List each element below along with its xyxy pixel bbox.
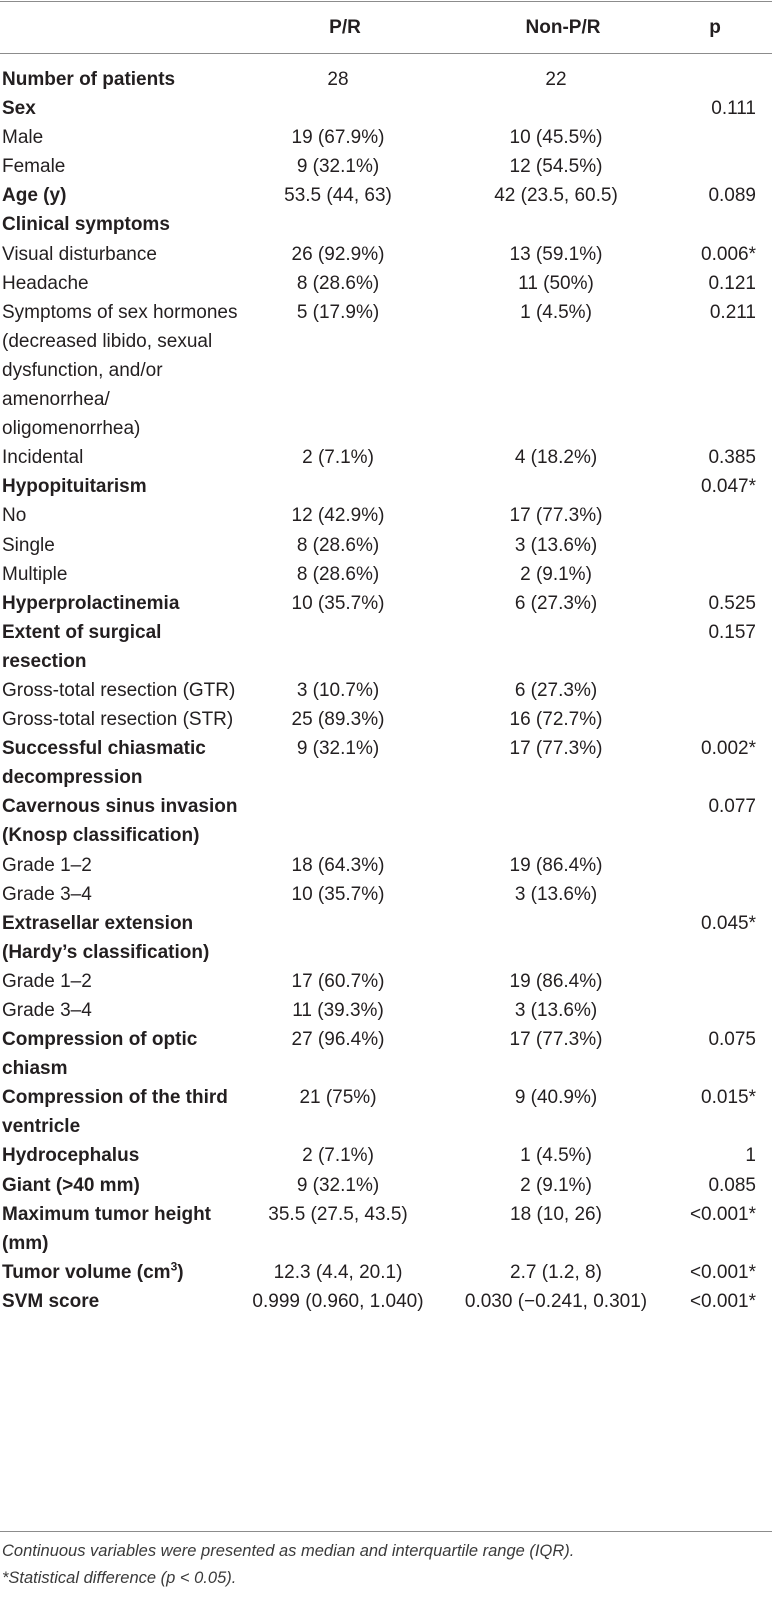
cell-non-pr: 3 (13.6%): [514, 534, 598, 556]
cell-pr: 11 (39.3%): [292, 1000, 384, 1021]
cell-pr: 10 (35.7%): [291, 592, 385, 614]
row-label: Extent of surgical resection: [2, 621, 162, 672]
cell-p-value: [674, 996, 762, 1025]
cell-pr: [238, 618, 438, 676]
table-row: [0, 531, 772, 560]
cell-pr: 8 (28.6%): [296, 534, 380, 556]
table-row: [0, 909, 772, 967]
row-label: Successful chiasmatic decompression: [2, 738, 206, 789]
table-row: [0, 1200, 772, 1258]
table-row: [0, 589, 772, 618]
table-row: [0, 1025, 772, 1083]
cell-pr: 9 (32.1%): [296, 1174, 380, 1196]
row-label: Headache: [2, 272, 89, 294]
table-row: [0, 967, 772, 996]
table-row: [0, 443, 772, 472]
row-label: Gross-total resection (GTR): [2, 679, 236, 701]
cell-p-value: 1: [745, 1145, 756, 1167]
cell-p-value: 0.075: [708, 1029, 756, 1051]
table-row: [0, 298, 772, 443]
cell-p-value: 0.006*: [701, 243, 756, 265]
cell-p-value: 0.111: [711, 98, 756, 120]
cell-non-pr: 6 (27.3%): [514, 592, 598, 614]
footnote-iqr: Continuous variables were presented as median and interquartile range (IQR).: [2, 1542, 575, 1560]
cell-pr: 21 (75%): [299, 1087, 377, 1109]
cell-pr: [238, 210, 438, 239]
table-row: [0, 94, 772, 123]
cell-non-pr: [438, 472, 674, 501]
cell-non-pr: 1 (4.5%): [520, 1145, 592, 1167]
cell-non-pr: 19 (86.4%): [509, 970, 603, 992]
table-row: [0, 240, 772, 269]
cell-pr: 19 (67.9%): [291, 127, 385, 149]
row-label: Giant (>40 mm): [2, 1174, 140, 1196]
cell-pr: 2 (7.1%): [302, 1145, 374, 1167]
cell-p-value: 0.085: [708, 1174, 756, 1196]
cell-non-pr: 10 (45.5%): [509, 127, 603, 149]
row-label: Cavernous sinus invasion (Knosp classification): [2, 796, 238, 847]
row-label: Compression of the third ventricle: [2, 1087, 228, 1138]
cell-pr: [238, 792, 438, 850]
cell-non-pr: 13 (59.1%): [509, 243, 603, 265]
cell-p-value: 0.121: [708, 272, 756, 294]
table-row: [0, 851, 772, 880]
table-row: [0, 618, 772, 676]
table-row: [0, 1258, 772, 1287]
table-bottom-rule: [0, 1531, 772, 1532]
footnote-significance: *Statistical difference (p < 0.05).: [2, 1569, 237, 1587]
cell-p-value: 0.047*: [701, 476, 756, 498]
cell-pr: 2 (7.1%): [302, 447, 374, 469]
table-top-rule: [0, 1, 772, 2]
cell-non-pr: [438, 618, 674, 676]
cell-p-value: [674, 501, 762, 530]
cell-non-pr: 12 (54.5%): [509, 156, 603, 178]
table-row: [0, 1083, 772, 1141]
cell-non-pr: 18 (10, 26): [510, 1203, 602, 1225]
cell-pr: 8 (28.6%): [296, 272, 380, 294]
cell-p-value: 0.045*: [701, 912, 756, 934]
row-label: Visual disturbance: [2, 243, 157, 265]
cell-p-value: <0.001*: [689, 1203, 756, 1225]
cell-non-pr: [438, 94, 674, 123]
row-label: Sex: [2, 98, 36, 120]
table-row: [0, 152, 772, 181]
row-label: Extrasellar extension (Hardy’s classification): [2, 912, 210, 963]
cell-p-value: 0.385: [708, 447, 756, 469]
cell-non-pr: 1 (4.5%): [520, 301, 592, 323]
cell-p-value: 0.015*: [701, 1087, 756, 1109]
table-row: [0, 676, 772, 705]
cell-non-pr: 22: [545, 69, 567, 90]
cell-p-value: [674, 152, 762, 181]
cell-pr: 35.5 (27.5, 43.5): [268, 1203, 408, 1225]
row-label: SVM score: [2, 1290, 100, 1312]
cell-p-value: 0.211: [709, 301, 756, 323]
cell-pr: 18 (64.3%): [291, 854, 385, 876]
table-row: [0, 1287, 772, 1316]
cell-pr: [238, 909, 438, 967]
cell-non-pr: 17 (77.3%): [509, 738, 603, 760]
cell-p-value: 0.002*: [701, 738, 756, 760]
cell-pr: 8 (28.6%): [296, 563, 380, 585]
cell-non-pr: 16 (72.7%): [509, 709, 603, 731]
table-row: [0, 472, 772, 501]
table-row: [0, 1171, 772, 1200]
cell-pr: 5 (17.9%): [296, 301, 380, 323]
cell-p-value: [674, 65, 762, 94]
cell-p-value: [674, 967, 762, 996]
row-label: Grade 3–4: [2, 1000, 92, 1021]
cell-non-pr: 6 (27.3%): [514, 679, 598, 701]
cell-pr: 3 (10.7%): [296, 679, 380, 701]
cell-p-value: [674, 123, 762, 152]
row-label: Compression of optic chiasm: [2, 1029, 198, 1080]
cell-p-value: 0.525: [708, 592, 756, 614]
cell-non-pr: 11 (50%): [518, 272, 594, 294]
cell-pr: [238, 94, 438, 123]
row-label: Number of patients: [2, 69, 176, 90]
cell-p-value: [674, 705, 762, 734]
cell-pr: 9 (32.1%): [296, 156, 380, 178]
cell-pr: 12.3 (4.4, 20.1): [273, 1261, 403, 1283]
table-row: [0, 880, 772, 909]
table-row: [0, 181, 772, 210]
cell-pr: 12 (42.9%): [291, 505, 385, 527]
row-label: Single: [2, 534, 55, 556]
table-row: [0, 210, 772, 239]
table-header-rule: [0, 53, 772, 54]
row-label: Grade 1–2: [2, 854, 92, 876]
table-row: [0, 792, 772, 850]
row-label: Maximum tumor height (mm): [2, 1203, 212, 1254]
cell-non-pr: 19 (86.4%): [509, 854, 603, 876]
table-row: [0, 269, 772, 298]
cell-non-pr: 3 (13.6%): [514, 883, 598, 905]
cell-pr: 53.5 (44, 63): [284, 185, 392, 207]
cell-p-value: [674, 851, 762, 880]
cell-non-pr: 17 (77.3%): [509, 505, 603, 527]
cell-pr: 27 (96.4%): [291, 1029, 385, 1051]
cell-non-pr: [438, 909, 674, 967]
row-label: No: [2, 505, 27, 527]
cell-p-value: 0.089: [708, 185, 756, 207]
row-label: Grade 3–4: [2, 883, 92, 905]
row-label: Hypopituitarism: [2, 476, 147, 498]
header-p-value: p: [709, 17, 721, 38]
table-row: [0, 123, 772, 152]
cell-non-pr: 3 (13.6%): [514, 1000, 598, 1021]
row-label: Symptoms of sex hormones (decreased libido, sexual dysfunction, and/or amenorrhea/ oligomenorrhea): [2, 301, 238, 440]
cell-pr: 17 (60.7%): [291, 970, 385, 992]
table-row: [0, 65, 772, 94]
cell-pr: 10 (35.7%): [291, 883, 385, 905]
row-label: Grade 1–2: [2, 970, 92, 992]
cell-non-pr: [438, 792, 674, 850]
cell-pr: 0.999 (0.960, 1.040): [252, 1290, 424, 1312]
cell-pr: 26 (92.9%): [291, 243, 385, 265]
cell-p-value: [674, 210, 762, 239]
header-non-pr: Non-P/R: [525, 17, 601, 38]
table-row: [0, 501, 772, 530]
cell-p-value: <0.001*: [689, 1290, 756, 1312]
cell-non-pr: 42 (23.5, 60.5): [494, 185, 618, 207]
cell-non-pr: 17 (77.3%): [509, 1029, 603, 1051]
cell-pr: 28: [327, 69, 349, 90]
row-label: Incidental: [2, 447, 84, 469]
row-label: Multiple: [2, 563, 68, 585]
cell-non-pr: [438, 210, 674, 239]
row-label: Hyperprolactinemia: [2, 592, 180, 614]
table-body: [0, 65, 772, 1316]
cell-p-value: <0.001*: [689, 1261, 756, 1283]
cell-p-value: [674, 880, 762, 909]
row-label: Female: [2, 156, 66, 178]
table-row: [0, 734, 772, 792]
table-row: [0, 996, 772, 1025]
cell-p-value: 0.157: [708, 621, 756, 643]
cell-p-value: [674, 531, 762, 560]
cell-pr: 9 (32.1%): [296, 738, 380, 760]
cell-p-value: [674, 560, 762, 589]
cell-non-pr: 2 (9.1%): [520, 1174, 592, 1196]
cell-non-pr: 2 (9.1%): [520, 563, 592, 585]
row-label: Male: [2, 127, 44, 149]
row-label: Tumor volume $(cm^3)$: [2, 1259, 184, 1283]
row-label: Clinical symptoms: [2, 214, 170, 236]
cell-non-pr: 4 (18.2%): [514, 447, 598, 469]
table-row: [0, 705, 772, 734]
row-label: Hydrocephalus: [2, 1145, 140, 1167]
header-pr: P/R: [329, 17, 361, 38]
row-label: Gross-total resection (STR): [2, 709, 234, 731]
table-row: [0, 560, 772, 589]
table-row: [0, 1141, 772, 1170]
cell-non-pr: 2.7 (1.2, 8): [510, 1261, 602, 1283]
row-label: Age (y): [2, 185, 67, 207]
cell-non-pr: 0.030 (−0.241, 0.301): [464, 1290, 648, 1312]
cell-p-value: [674, 676, 762, 705]
cell-p-value: 0.077: [708, 796, 756, 818]
cell-non-pr: 9 (40.9%): [514, 1087, 598, 1109]
cell-pr: [238, 472, 438, 501]
cell-pr: 25 (89.3%): [291, 709, 385, 731]
